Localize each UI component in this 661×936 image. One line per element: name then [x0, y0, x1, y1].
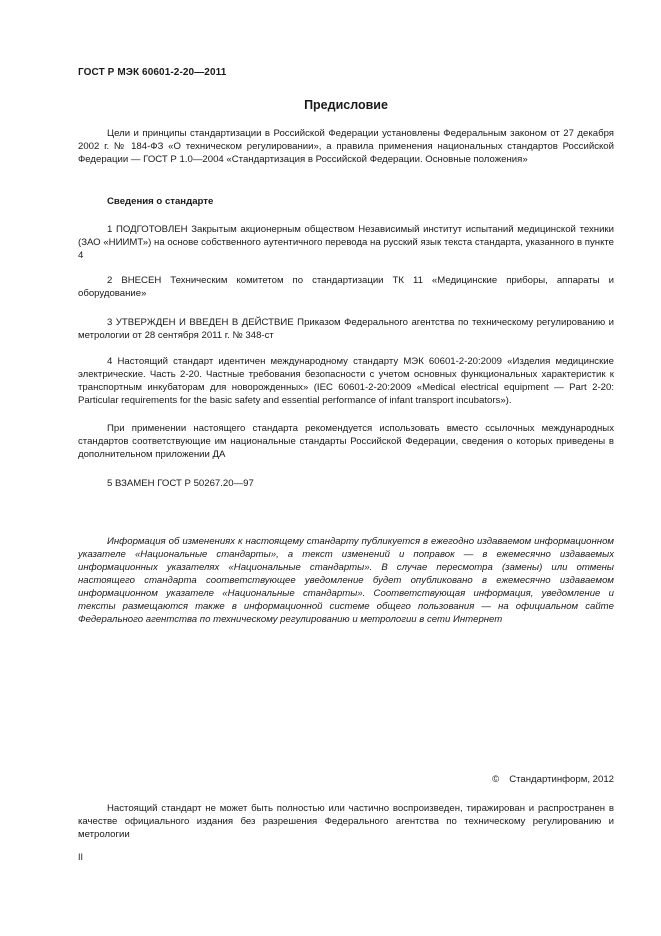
item-2-paragraph: 2 ВНЕСЕН Техническим комитетом по стандартизации ТК 11 «Медицинские приборы, аппараты и оборудование»	[78, 275, 614, 299]
page-title: Предисловие	[304, 98, 388, 112]
page-number: II	[78, 852, 84, 862]
item-4-paragraph: 4 Настоящий стандарт идентичен международному стандарту МЭК 60601-2-20:2009 «Изделия медицинские электрические. Часть 2-20. Частные требования безопасности с учетом основных функциональных характеристик к транспортным инкубаторам для новорожденных» (IEC 60601-2-20:2009 «Medical electrical equipment — Part 2-20: Particular requirements for the basic safety and essential performance of infant transport incubators»).	[78, 356, 614, 406]
document-id-header: ГОСТ Р МЭК 60601-2-20—2011	[78, 67, 227, 78]
copyright-icon: ©	[492, 774, 500, 785]
info-notice-paragraph: Информация об изменениях к настоящему стандарту публикуется в ежегодно издаваемом информационном указателе «Национальные стандарты», а текст изменений и поправок — в ежемесячно издаваемых информационных указателях «Национальные стандарты». В случае пересмотра (замены) или отмены настоящего стандарта соответствующее уведомление будет опубликовано в ежемесячно издаваемом информационном указателе «Национальные стандарты». Соответствующая информация, уведомление и тексты размещаются также в информационной системе общего пользования — на официальном сайте Федерального агентства по техническому регулированию и метрологии в сети Интернет	[78, 536, 614, 625]
item-3-paragraph: 3 УТВЕРЖДЕН И ВВЕДЕН В ДЕЙСТВИЕ Приказом Федерального агентства по техническому регулированию и метрологии от 28 сентября 2011 г. № 348-ст	[78, 317, 614, 341]
intro-paragraph: Цели и принципы стандартизации в Российской Федерации установлены Федеральным законом от 27 декабря 2002 г. № 184-ФЗ «О техническом регулировании», а правила применения национальных стандартов Российской Федерации — ГОСТ Р 1.0—2004 «Стандартизация в Российской Федерации. Основные положения»	[78, 128, 614, 165]
item-1-paragraph: 1 ПОДГОТОВЛЕН Закрытым акционерным обществом Независимый институт испытаний медицинской техники (ЗАО «НИИМТ») на основе собственного аутентичного перевода на русский язык текста стандарта, указанного в пункте 4	[78, 224, 614, 261]
section-title: Сведения о стандарте	[107, 196, 214, 207]
item-4-note-paragraph: При применении настоящего стандарта рекомендуется использовать вместо ссылочных международных стандартов соответствующие им национальные стандарты Российской Федерации, сведения о которых приведены в дополнительном приложении ДА	[78, 423, 614, 460]
copyright-line	[492, 774, 614, 785]
reproduction-notice-paragraph: Настоящий стандарт не может быть полностью или частично воспроизведен, тиражирован и распространен в качестве официального издания без разрешения Федерального агентства по техническому регулированию и метрологии	[78, 803, 614, 840]
copyright-text: Стандартинформ, 2012	[509, 774, 614, 785]
item-5-paragraph: 5 ВЗАМЕН ГОСТ Р 50267.20—97	[107, 478, 254, 489]
